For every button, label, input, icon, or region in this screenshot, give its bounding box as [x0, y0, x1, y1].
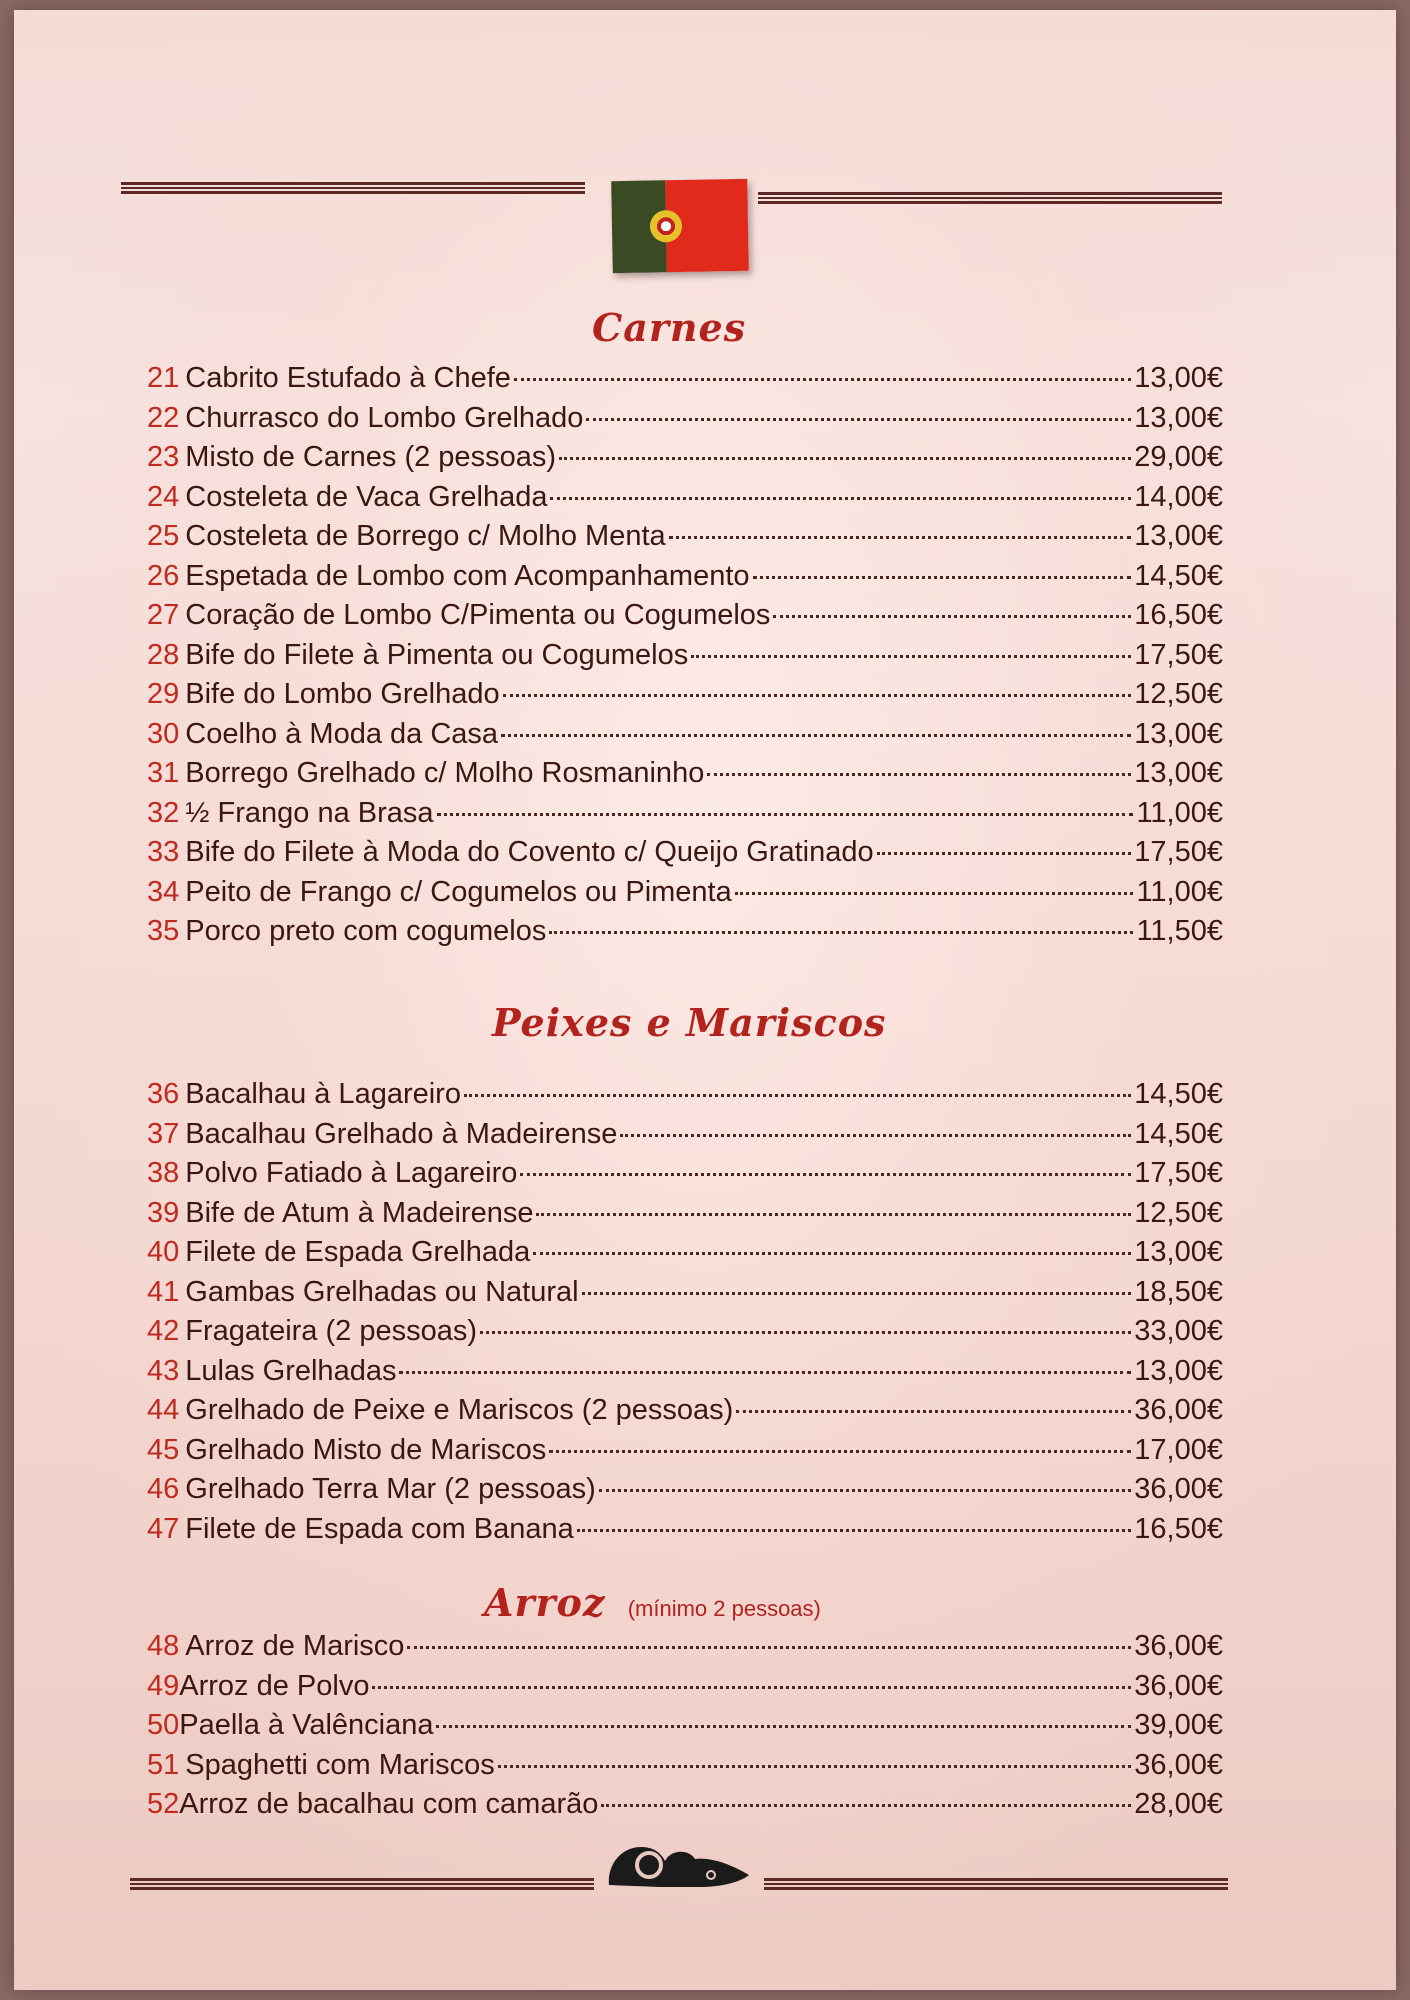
dot-leader: [464, 1094, 1131, 1097]
item-price: 17,50€: [1134, 836, 1223, 868]
item-name: Churrasco do Lombo Grelhado: [185, 401, 584, 434]
top-rule-left: [121, 182, 585, 194]
dot-leader: [691, 655, 1131, 658]
dot-leader: [436, 1725, 1131, 1728]
item-number: 32: [147, 796, 180, 829]
menu-item: [147, 1276, 1223, 1316]
top-rule-right: [758, 192, 1222, 204]
dot-leader: [601, 1804, 1131, 1807]
bottom-rule-left: [130, 1878, 594, 1890]
dot-leader: [877, 852, 1132, 855]
dot-leader: [586, 418, 1131, 421]
menu-item: [147, 1078, 1223, 1118]
dot-leader: [503, 694, 1132, 697]
menu-item: [147, 1197, 1223, 1237]
menu-item: [147, 1749, 1223, 1789]
menu-item: [147, 678, 1223, 718]
menu-item: [147, 560, 1223, 600]
dot-leader: [599, 1489, 1132, 1492]
item-name: Porco preto com cogumelos: [185, 915, 547, 947]
item-name: Filete de Espada com Banana: [185, 1512, 574, 1545]
item-name: Lulas Grelhadas: [185, 1354, 397, 1387]
dot-leader: [620, 1134, 1131, 1137]
item-number: 43: [147, 1354, 180, 1387]
item-price: 28,00€: [1134, 1788, 1223, 1820]
menu-item: [147, 639, 1223, 679]
item-number: 24: [147, 480, 180, 513]
section-title-peixes: [492, 1000, 886, 1045]
dot-leader: [549, 931, 1133, 934]
bottom-rule-right: [764, 1878, 1228, 1890]
item-price: 16,50€: [1134, 1512, 1223, 1545]
item-number: 45: [147, 1433, 180, 1466]
item-price: 29,00€: [1134, 441, 1223, 473]
item-number: 37: [147, 1117, 180, 1150]
item-number: 34: [147, 875, 180, 908]
item-name: Fragateira (2 pessoas): [185, 1315, 478, 1347]
item-price: 17,50€: [1134, 638, 1223, 671]
item-name: Misto de Carnes (2 pessoas): [185, 441, 556, 473]
item-number: 22: [147, 401, 180, 434]
menu-item: [147, 441, 1223, 481]
menu-item: [147, 1513, 1223, 1553]
dot-leader: [437, 813, 1134, 816]
item-price: 13,00€: [1134, 717, 1223, 750]
item-name: Peito de Frango c/ Cogumelos ou Pimenta: [185, 875, 732, 908]
menu-item: [147, 520, 1223, 560]
menu-item: [147, 1788, 1223, 1828]
portugal-flag-icon: [611, 179, 749, 273]
item-price: 16,50€: [1134, 599, 1223, 631]
section-title-text: Peixes e Mariscos: [492, 1000, 887, 1045]
menu-item: [147, 1315, 1223, 1355]
menu-item: [147, 1355, 1223, 1395]
section-title-carnes: [592, 305, 746, 350]
item-number: 41: [147, 1275, 180, 1308]
item-number: 49: [147, 1669, 180, 1702]
item-price: 14,50€: [1134, 1117, 1223, 1150]
dot-leader: [669, 536, 1132, 539]
item-price: 36,00€: [1134, 1394, 1223, 1426]
ram-fish-logo-icon: [599, 1835, 759, 1895]
menu-item: [147, 1434, 1223, 1474]
dot-leader: [498, 1765, 1132, 1768]
menu-item: [147, 1157, 1223, 1197]
item-name: Gambas Grelhadas ou Natural: [185, 1275, 579, 1308]
item-name: Costeleta de Vaca Grelhada: [185, 480, 548, 513]
section-title-text: Arroz: [484, 1580, 606, 1625]
item-price: 14,00€: [1134, 480, 1223, 513]
dot-leader: [514, 378, 1131, 381]
item-number: 40: [147, 1236, 180, 1268]
item-price: 36,00€: [1134, 1473, 1223, 1505]
item-name: Costeleta de Borrego c/ Molho Menta: [185, 520, 666, 552]
item-price: 13,00€: [1134, 757, 1223, 789]
menu-item: [147, 1394, 1223, 1434]
dot-leader: [582, 1292, 1132, 1295]
dot-leader: [577, 1529, 1132, 1532]
menu-item: [147, 599, 1223, 639]
dot-leader: [372, 1686, 1131, 1689]
item-name: Bacalhau à Lagareiro: [185, 1078, 461, 1110]
item-number: 42: [147, 1315, 180, 1347]
item-name: Bife do Filete à Moda do Covento c/ Queijo Gratinado: [185, 836, 874, 868]
item-name: Coração de Lombo C/Pimenta ou Cogumelos: [185, 599, 771, 631]
dot-leader: [736, 1410, 1131, 1413]
menu-list-peixes: [147, 1078, 1223, 1552]
item-price: 11,50€: [1136, 915, 1223, 947]
item-name: Borrego Grelhado c/ Molho Rosmaninho: [185, 757, 705, 789]
item-price: 12,50€: [1134, 678, 1223, 710]
menu-item: [147, 1118, 1223, 1158]
item-price: 18,50€: [1134, 1275, 1223, 1308]
item-name: Coelho à Moda da Casa: [185, 717, 499, 750]
item-name: Espetada de Lombo com Acompanhamento: [185, 559, 750, 592]
item-number: 52: [147, 1788, 180, 1820]
item-name: Polvo Fatiado à Lagareiro: [185, 1157, 518, 1189]
menu-item: [147, 757, 1223, 797]
menu-item: [147, 362, 1223, 402]
item-number: 46: [147, 1473, 180, 1505]
item-price: 36,00€: [1134, 1630, 1223, 1662]
item-price: 36,00€: [1134, 1669, 1223, 1702]
dot-leader: [735, 892, 1134, 895]
dot-leader: [549, 1450, 1131, 1453]
item-price: 11,00€: [1136, 796, 1223, 829]
item-number: 26: [147, 559, 180, 592]
menu-item: [147, 836, 1223, 876]
section-title-arroz: [484, 1580, 821, 1625]
item-number: 31: [147, 757, 180, 789]
item-name: Paella à Valênciana: [179, 1709, 434, 1741]
dot-leader: [550, 497, 1131, 500]
item-name: Grelhado de Peixe e Mariscos (2 pessoas): [185, 1394, 734, 1426]
item-number: 29: [147, 678, 180, 710]
item-number: 44: [147, 1394, 180, 1426]
item-price: 17,50€: [1134, 1157, 1223, 1189]
dot-leader: [707, 773, 1131, 776]
section-note: (mínimo 2 pessoas): [627, 1596, 821, 1621]
item-price: 36,00€: [1134, 1748, 1223, 1781]
menu-item: [147, 1670, 1223, 1710]
dot-leader: [407, 1646, 1131, 1649]
item-price: 17,00€: [1134, 1433, 1223, 1466]
item-number: 47: [147, 1512, 180, 1545]
dot-leader: [399, 1371, 1131, 1374]
menu-item: [147, 718, 1223, 758]
item-name: Bife de Atum à Madeirense: [185, 1196, 534, 1229]
item-number: 50: [147, 1709, 180, 1741]
item-name: Arroz de bacalhau com camarão: [179, 1788, 599, 1820]
item-number: 48: [147, 1630, 180, 1662]
item-name: Bife do Filete à Pimenta ou Cogumelos: [185, 638, 689, 671]
menu-item: [147, 402, 1223, 442]
item-number: 36: [147, 1078, 180, 1110]
menu-item: [147, 876, 1223, 916]
item-price: 13,00€: [1134, 362, 1223, 394]
menu-item: [147, 481, 1223, 521]
dot-leader: [559, 457, 1131, 460]
item-number: 35: [147, 915, 180, 947]
item-price: 11,00€: [1136, 875, 1223, 908]
dot-leader: [753, 576, 1132, 579]
item-name: Bife do Lombo Grelhado: [185, 678, 500, 710]
item-number: 33: [147, 836, 180, 868]
item-price: 14,50€: [1134, 559, 1223, 592]
item-name: Spaghetti com Mariscos: [185, 1748, 495, 1781]
item-name: Bacalhau Grelhado à Madeirense: [185, 1117, 618, 1150]
menu-page: [14, 10, 1396, 1990]
menu-item: [147, 797, 1223, 837]
item-number: 27: [147, 599, 180, 631]
section-title-text: Carnes: [592, 305, 747, 350]
menu-list-arroz: [147, 1630, 1223, 1828]
item-price: 33,00€: [1134, 1315, 1223, 1347]
item-price: 39,00€: [1134, 1709, 1223, 1741]
item-name: Filete de Espada Grelhada: [185, 1236, 531, 1268]
dot-leader: [480, 1331, 1131, 1334]
item-number: 28: [147, 638, 180, 671]
dot-leader: [773, 615, 1131, 618]
item-number: 21: [147, 362, 180, 394]
item-name: Arroz de Polvo: [179, 1669, 370, 1702]
item-name: Grelhado Misto de Mariscos: [185, 1433, 547, 1466]
menu-item: [147, 1630, 1223, 1670]
item-price: 13,00€: [1134, 1236, 1223, 1268]
item-price: 13,00€: [1134, 401, 1223, 434]
dot-leader: [501, 734, 1131, 737]
item-number: 51: [147, 1748, 180, 1781]
item-price: 13,00€: [1134, 1354, 1223, 1387]
item-name: ½ Frango na Brasa: [185, 796, 434, 829]
item-price: 14,50€: [1134, 1078, 1223, 1110]
menu-list-carnes: [147, 362, 1223, 955]
item-number: 30: [147, 717, 180, 750]
item-number: 38: [147, 1157, 180, 1189]
item-number: 23: [147, 441, 180, 473]
dot-leader: [536, 1213, 1131, 1216]
menu-item: [147, 915, 1223, 955]
menu-item: [147, 1236, 1223, 1276]
item-number: 39: [147, 1196, 180, 1229]
item-name: Cabrito Estufado à Chefe: [185, 362, 511, 394]
dot-leader: [533, 1252, 1131, 1255]
menu-item: [147, 1709, 1223, 1749]
item-name: Arroz de Marisco: [185, 1630, 405, 1662]
item-price: 13,00€: [1134, 520, 1223, 552]
dot-leader: [520, 1173, 1131, 1176]
item-price: 12,50€: [1134, 1196, 1223, 1229]
item-number: 25: [147, 520, 180, 552]
menu-item: [147, 1473, 1223, 1513]
item-name: Grelhado Terra Mar (2 pessoas): [185, 1473, 596, 1505]
